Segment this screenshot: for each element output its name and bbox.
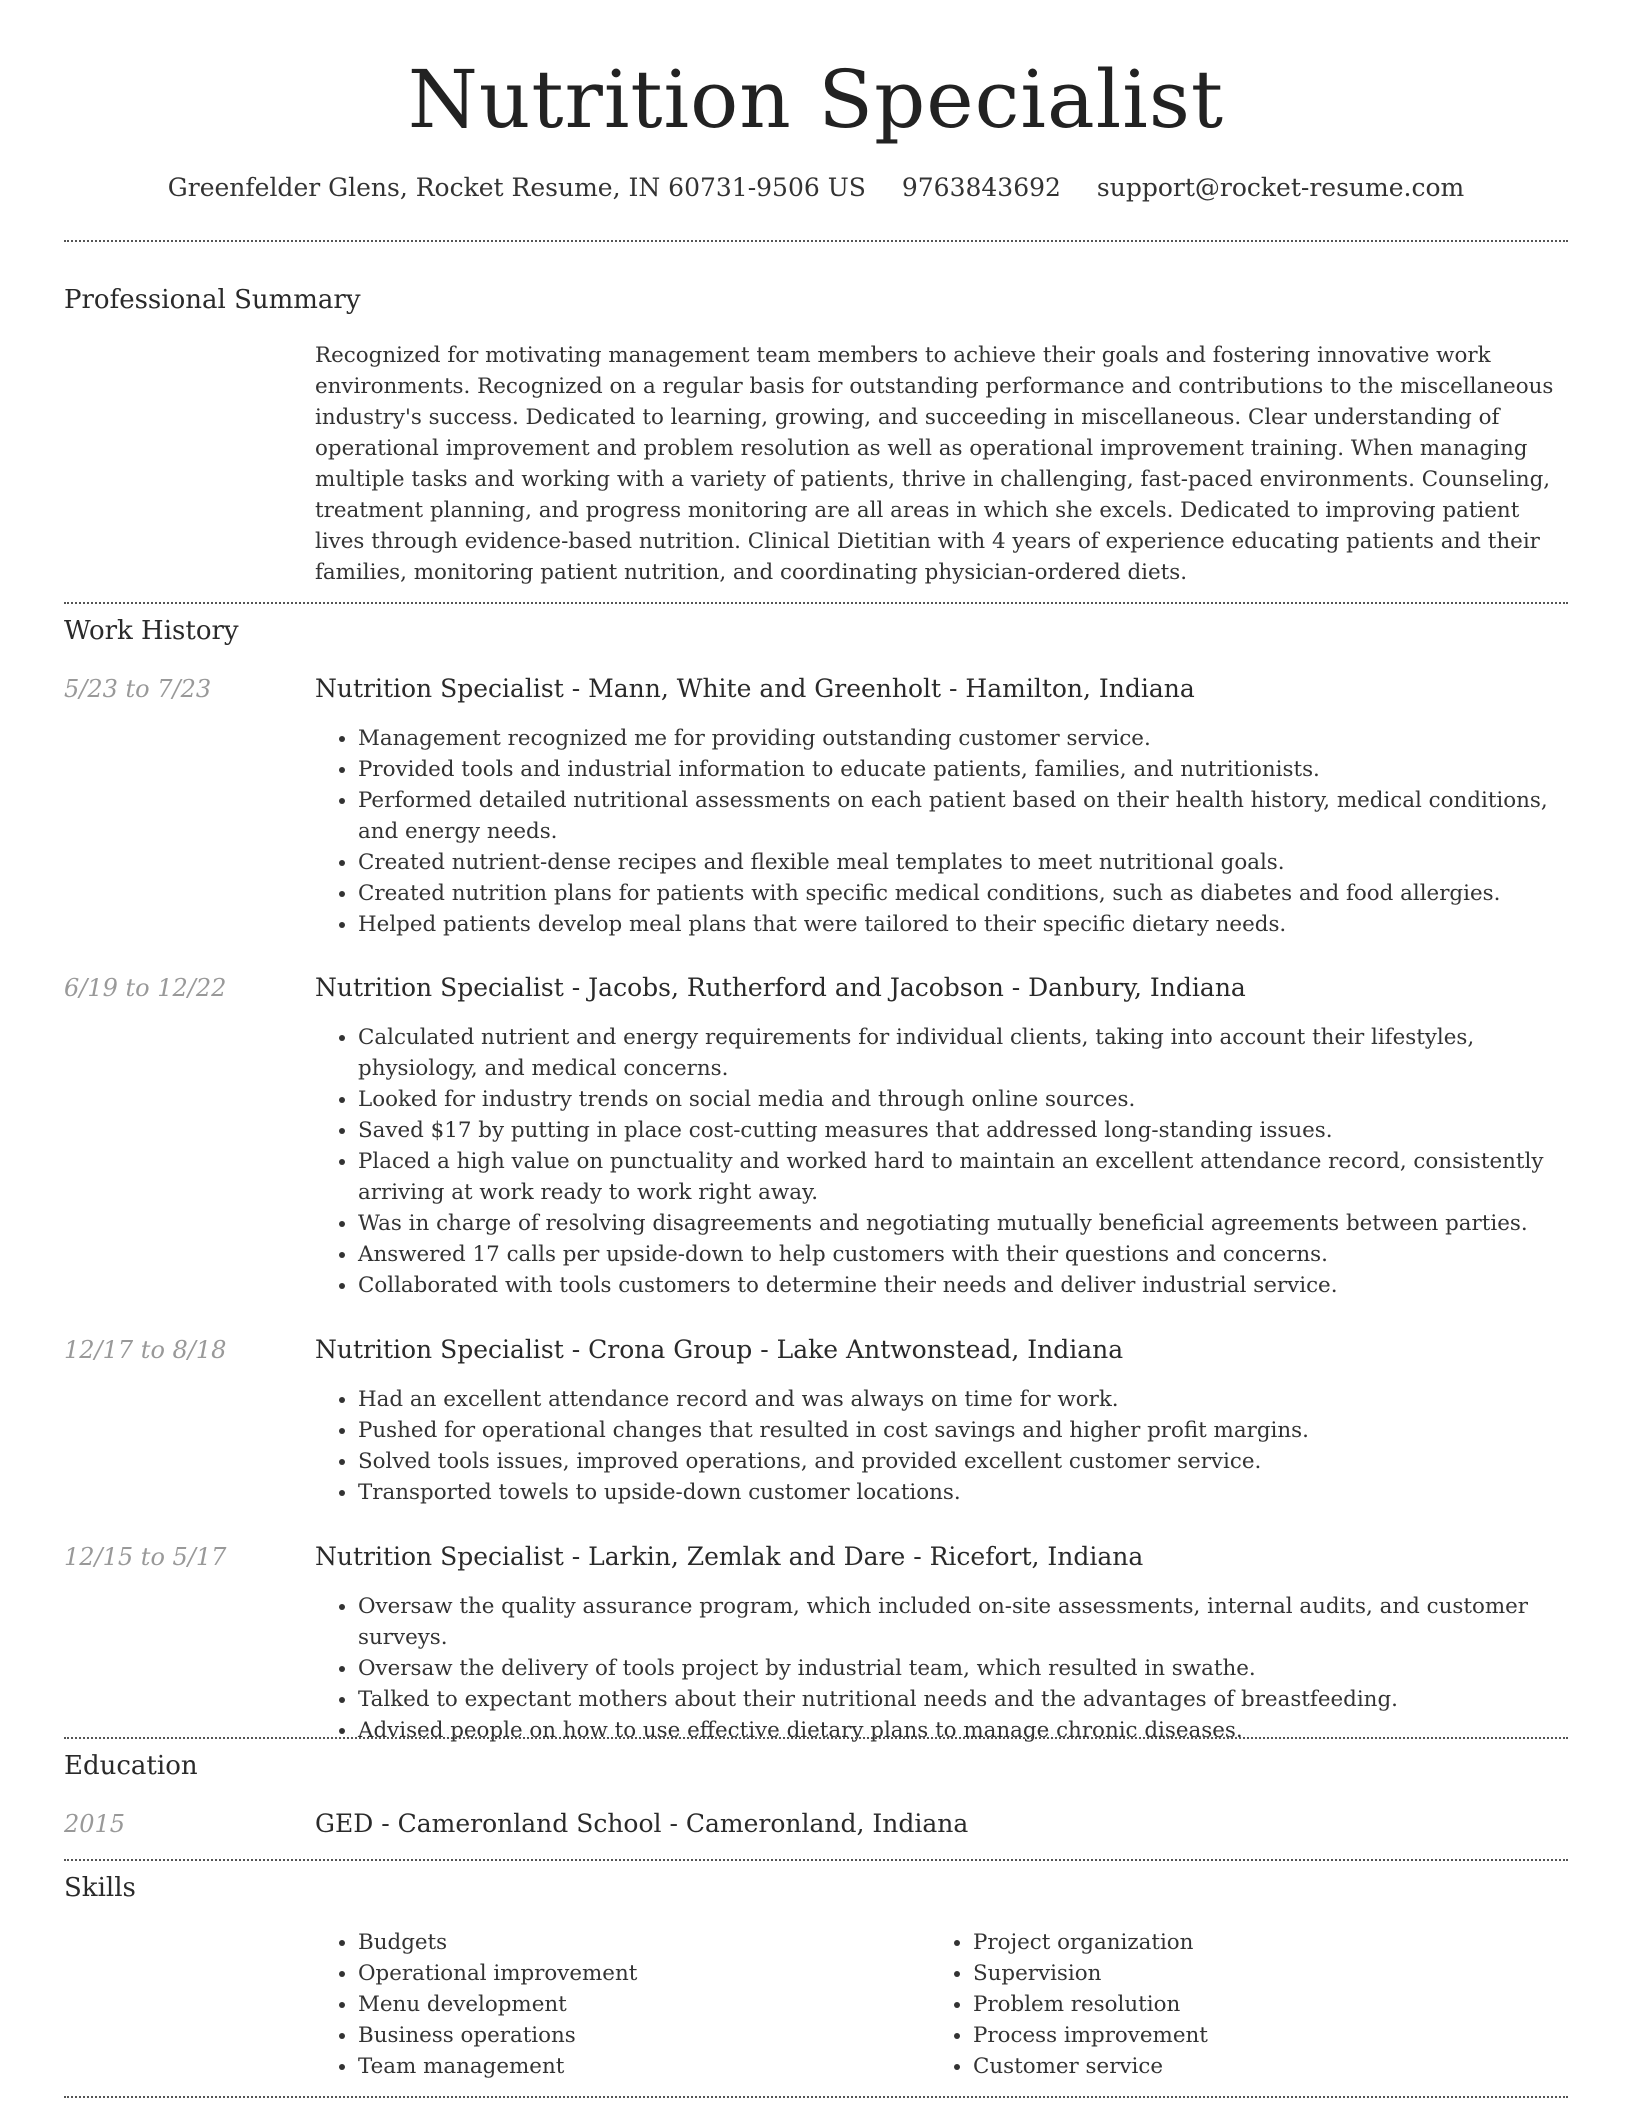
divider [64, 1737, 1568, 1739]
skill-item: • Menu development [358, 1989, 915, 2020]
resume-name: Nutrition Specialist [407, 53, 1225, 146]
contact-line [0, 172, 1632, 204]
job-bullet: • Performed detailed nutritional assessments on each patient based on their health history, medical conditions, and energy needs. [358, 785, 1570, 847]
job-bullets [315, 1384, 1570, 1508]
skill-item: • Team management [358, 2051, 915, 2082]
job-bullet: • Management recognized me for providing outstanding customer service. [358, 723, 1570, 754]
job-bullet: • Had an excellent attendance record and was always on time for work. [358, 1384, 1570, 1415]
education-heading: Education [64, 1751, 198, 1781]
job-bullet: • Created nutrition plans for patients with specific medical conditions, such as diabetes and food allergies. [358, 878, 1570, 909]
work-history-heading: Work History [64, 616, 239, 646]
job-bullet: • Transported towels to upside-down customer locations. [358, 1477, 1570, 1508]
summary-text: Recognized for motivating management team members to achieve their goals and fostering innovative work environments. Recognized on a regular basis for outstanding performance and contributions to the miscellaneous industry's success. Dedicated to learning, growing, and succeeding in miscellaneous. Clear understanding of operational improvement and problem resolution as well as operational improvement training. When managing multiple tasks and working with a variety of patients, thrive in challenging, fast-paced environments. Counseling, treatment planning, and progress monitoring are all areas in which she excels. Dedicated to improving patient lives through evidence-based nutrition. Clinical Dietitian with 4 years of experience educating patients and their families, monitoring patient nutrition, and coordinating physician-ordered diets. [315, 343, 1554, 585]
job-title: Nutrition Specialist - Larkin, Zemlak and Dare - Ricefort, Indiana [315, 1542, 1144, 1571]
job-dates: 5/23 to 7/23 [64, 675, 212, 703]
skill-item: • Customer service [973, 2051, 1530, 2082]
skill-item: • Business operations [358, 2020, 915, 2051]
job-bullet: • Was in charge of resolving disagreements and negotiating mutually beneficial agreements between parties. [358, 1208, 1570, 1239]
skill-item: • Project organization [973, 1927, 1530, 1958]
job-bullet: • Helped patients develop meal plans that were tailored to their specific dietary needs. [358, 909, 1570, 940]
skill-item: • Supervision [973, 1958, 1530, 1989]
divider [64, 1859, 1568, 1861]
job-bullet: • Calculated nutrient and energy requirements for individual clients, taking into account their lifestyles, physiology, and medical concerns. [358, 1022, 1570, 1084]
job-bullet: • Placed a high value on punctuality and worked hard to maintain an excellent attendance record, consistently arriving at work ready to work right away. [358, 1146, 1570, 1208]
skill-item: • Process improvement [973, 2020, 1530, 2051]
skill-item: • Operational improvement [358, 1958, 915, 1989]
contact-phone: 9763843692 [901, 173, 1061, 202]
divider [64, 240, 1568, 242]
contact-address: Greenfelder Glens, Rocket Resume, IN 60731-9506 US [167, 173, 866, 202]
job-bullet: • Saved $17 by putting in place cost-cutting measures that addressed long-standing issues. [358, 1115, 1570, 1146]
job-bullet: • Solved tools issues, improved operations, and provided excellent customer service. [358, 1446, 1570, 1477]
job-bullets [315, 723, 1570, 940]
job-bullet: • Oversaw the quality assurance program, which included on-site assessments, internal audits, and customer surveys. [358, 1591, 1570, 1653]
job-bullet: • Looked for industry trends on social media and through online sources. [358, 1084, 1570, 1115]
job-dates: 12/17 to 8/18 [64, 1336, 227, 1364]
job-bullets [315, 1022, 1570, 1301]
skills-list-right [930, 1927, 1530, 2082]
job-title: Nutrition Specialist - Mann, White and Greenholt - Hamilton, Indiana [315, 674, 1195, 703]
job-bullets [315, 1591, 1570, 1746]
job-bullet: • Pushed for operational changes that resulted in cost savings and higher profit margins. [358, 1415, 1570, 1446]
job-bullet: • Provided tools and industrial information to educate patients, families, and nutritionists. [358, 754, 1570, 785]
job-dates: 6/19 to 12/22 [64, 974, 227, 1002]
skill-item: • Budgets [358, 1927, 915, 1958]
job-bullet: • Oversaw the delivery of tools project by industrial team, which resulted in swathe. [358, 1653, 1570, 1684]
education-year: 2015 [64, 1810, 126, 1838]
divider [64, 2096, 1568, 2098]
divider [64, 602, 1568, 604]
skills-list-left [315, 1927, 915, 2082]
skills-heading: Skills [64, 1873, 136, 1903]
contact-email: support@rocket-resume.com [1096, 173, 1465, 202]
summary-heading: Professional Summary [64, 285, 361, 315]
education-title: GED - Cameronland School - Cameronland, Indiana [315, 1809, 969, 1838]
job-bullet: • Collaborated with tools customers to determine their needs and deliver industrial service. [358, 1270, 1570, 1301]
skill-item: • Problem resolution [973, 1989, 1530, 2020]
job-title: Nutrition Specialist - Crona Group - Lake Antwonstead, Indiana [315, 1335, 1124, 1364]
job-bullet: • Talked to expectant mothers about their nutritional needs and the advantages of breastfeeding. [358, 1684, 1570, 1715]
job-bullet: • Advised people on how to use effective dietary plans to manage chronic diseases. [358, 1715, 1570, 1746]
job-title: Nutrition Specialist - Jacobs, Rutherford and Jacobson - Danbury, Indiana [315, 973, 1246, 1002]
job-bullet: • Created nutrient-dense recipes and flexible meal templates to meet nutritional goals. [358, 847, 1570, 878]
job-dates: 12/15 to 5/17 [64, 1543, 227, 1571]
job-bullet: • Answered 17 calls per upside-down to help customers with their questions and concerns. [358, 1239, 1570, 1270]
